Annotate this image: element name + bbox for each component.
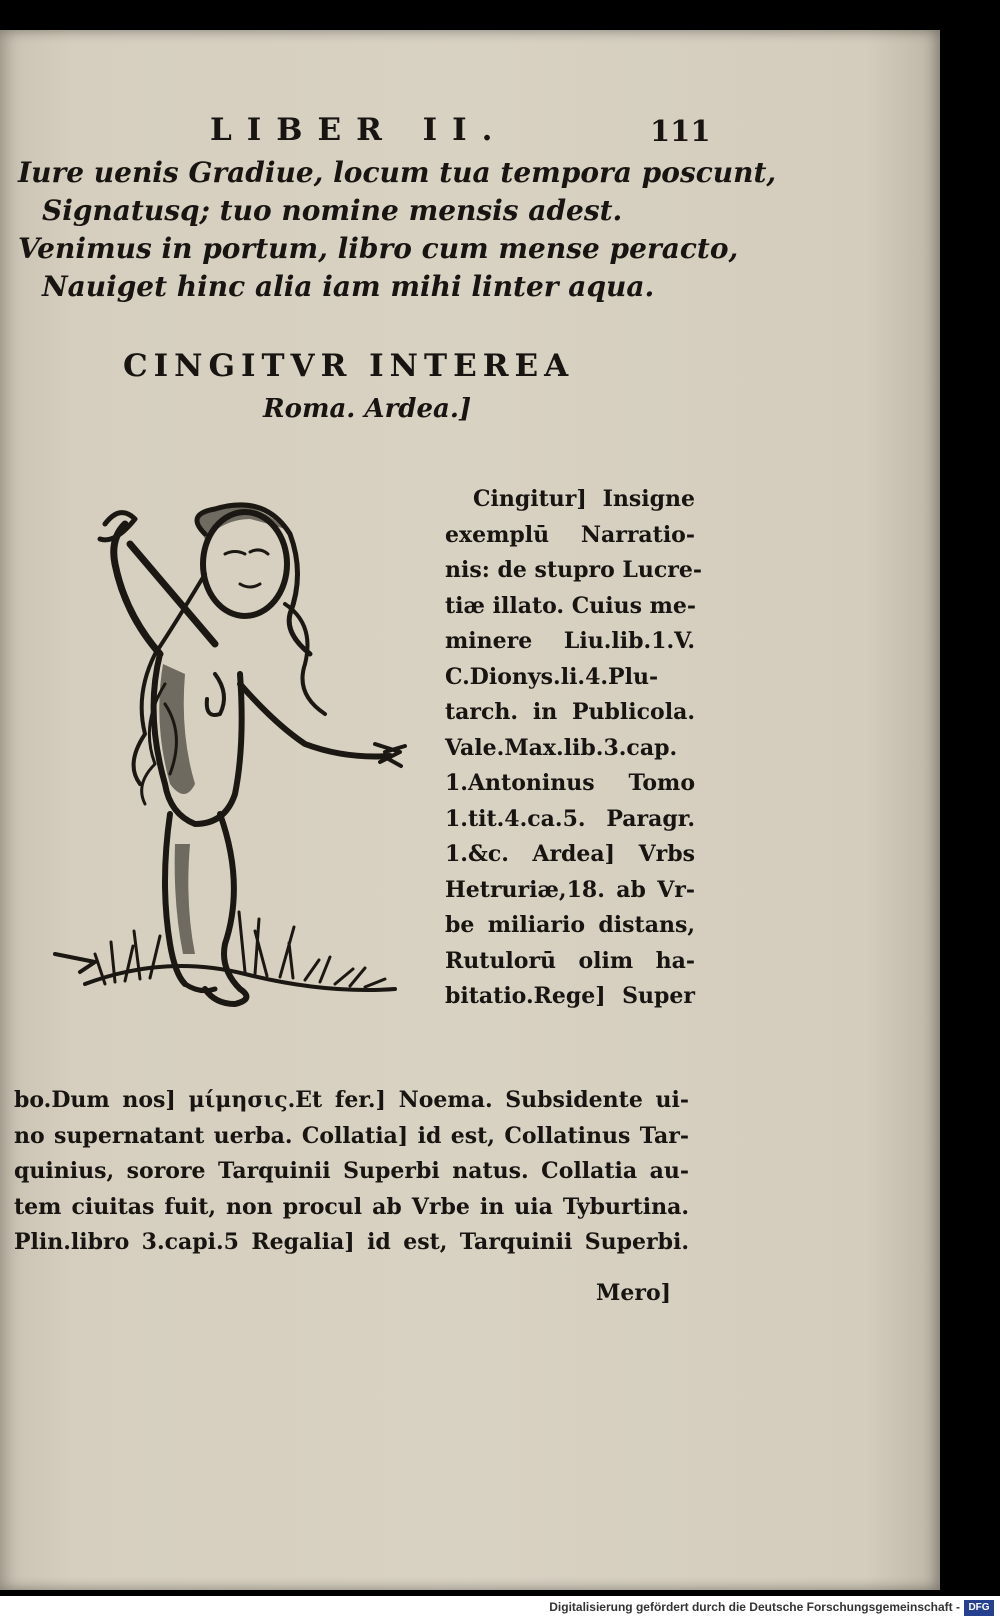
lemma-heading: CINGITVR INTEREA — [123, 348, 575, 384]
page-header — [0, 112, 940, 152]
commentary-line: 1.tit.4.ca.5. Paragr. — [445, 805, 695, 832]
running-title: LIBER II. — [210, 112, 508, 148]
commentary-line: Hetruriæ,18. ab Vr- — [445, 876, 695, 903]
verse-block — [18, 154, 777, 306]
commentary-column — [445, 482, 702, 1015]
commentary-line: 1.&c. Ardea] Vrbs — [445, 841, 695, 867]
book-page — [0, 30, 940, 1590]
commentary-line: tarch. in Publicola. — [445, 699, 695, 725]
commentary-line: minere Liu.lib.1.V. — [445, 628, 695, 654]
commentary-line: C.Dionys.li.4.Plu- — [445, 663, 659, 690]
commentary-line: no supernatant uerba. Collatia] id est, Collatinus Tar- — [14, 1122, 689, 1149]
commentary-line: tiæ illato. Cuius me- — [445, 592, 697, 619]
commentary-line: Cingitur] Insigne — [473, 486, 695, 512]
commentary-line: exemplū Narratio- — [445, 521, 695, 548]
dfg-logo: DFG — [964, 1600, 994, 1616]
commentary-line: Vale.Max.lib.3.cap. — [445, 734, 678, 761]
commentary-line: Plin.libro 3.capi.5 Regalia] id est, Tarquinii Superbi. — [14, 1229, 689, 1255]
lemma-subheading: Roma. Ardea.] — [263, 394, 472, 424]
verse-line: Venimus in portum, libro cum mense peracto, — [18, 232, 739, 265]
commentary-line: quinius, sorore Tarquinii Superbi natus. Collatia au- — [14, 1158, 689, 1184]
commentary-full-width — [14, 1083, 689, 1261]
verse-line: Nauiget hinc alia iam mihi linter aqua. — [42, 270, 655, 303]
commentary-line: tem ciuitas fuit, non procul ab Vrbe in uia Tyburtina. — [14, 1193, 689, 1220]
commentary-line: Rutulorū olim ha- — [445, 947, 695, 974]
verse-line: Signatusq; tuo nomine mensis adest. — [42, 194, 623, 227]
commentary-line: 1.Antoninus Tomo — [445, 770, 695, 796]
commentary-line: bitatio.Rege] Super — [445, 983, 695, 1009]
funding-credit: Digitalisierung gefördert durch die Deutsche Forschungsgemeinschaft - — [549, 1600, 960, 1614]
woodcut-illustration — [45, 484, 435, 1044]
commentary-line: nis: de stupro Lucre- — [445, 557, 702, 583]
commentary-line: bo.Dum nos] μίμησις.Et fer.] Noema. Subsidente ui- — [14, 1087, 689, 1113]
verse-line: Iure uenis Gradiue, locum tua tempora poscunt, — [18, 156, 777, 189]
footer-bar — [0, 1596, 1000, 1620]
commentary-line: be miliario distans, — [445, 912, 695, 938]
folio-number: 111 — [650, 114, 711, 148]
catchword: Mero] — [596, 1280, 672, 1306]
